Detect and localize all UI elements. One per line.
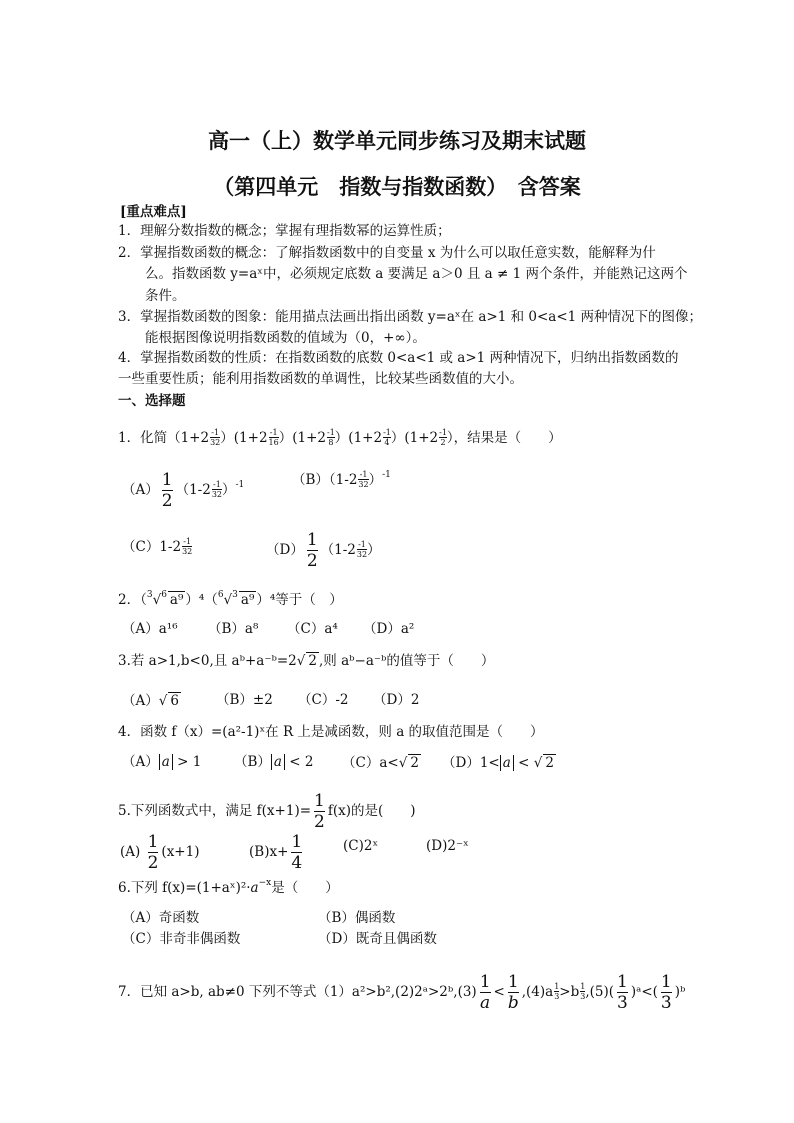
- question-3-option-d: （D）2: [373, 692, 420, 708]
- question-5-option-a: (A) $\frac{1}{2}$ (x+1): [120, 832, 200, 873]
- section-choice-heading: 一、选择题: [118, 393, 186, 409]
- question-2-option-d: （D）a²: [363, 621, 415, 637]
- question-1-stem: 1．化简（1+2 $\frac{-1}{32}$ ）(1+2 $\frac{-1}{16}$ ）(1+2 $\frac{-1}{8}$ ）(1+2 $\frac{-1}{4}$ ）(1+2 $\frac{-1}{2}$ ），结果是（ ）: [118, 428, 562, 447]
- question-1-option-d: （D） $\frac{1}{2}$ （1-2 $\frac{-1}{32}$ ）: [266, 530, 381, 571]
- question-4-option-d: （D）1< a < √ 2: [442, 755, 554, 771]
- question-6-option-a: （A）奇函数: [122, 910, 200, 926]
- question-2-stem: 2．（$^3$√$^6$ a⁹ ）⁴（$^6$√$^3$ a⁹ ）⁴等于（ ）: [118, 589, 343, 608]
- question-3-option-c: （C）-2: [298, 692, 349, 708]
- question-1-option-b: （B）（1-2 $\frac{-1}{32}$ ）$^{-1}$: [292, 469, 391, 489]
- question-6-option-d: （D）既奇且偶函数: [318, 931, 437, 947]
- key-point-line: 一些重要性质；能利用指数函数的单调性，比较某些函数值的大小。: [118, 371, 523, 387]
- question-6-stem: 6.下列 $f(x)=(1+aˣ)^2\cdot a^{-x}$是（ ）: [118, 877, 339, 896]
- question-7-stem: 7．已知 a>b, ab≠0 下列不等式（1）a²>b²,(2)2ᵃ>2ᵇ,(3) $\frac{1}{a}$ < $\frac{1}{b}$ ,(4)a $\frac{1}{3}$ >b $\frac{1}{3}$ ,(5)( $\frac{1}{3}$ )ᵃ<( $\frac{1}{3}$ )ᵇ: [118, 972, 686, 1013]
- page-title: 高一（上）数学单元同步练习及期末试题: [208, 129, 586, 153]
- key-point-line: 3．掌握指数函数的图象：能用描点法画出指出函数 y=aˣ在 a>1 和 0<a<1 两种情况下的图像；: [118, 309, 703, 325]
- question-3-stem: 3.若 a>1,b<0,且 aᵇ+a⁻ᵇ=2√ 2 ,则 aᵇ−a⁻ᵇ的值等于（ ）: [118, 653, 495, 669]
- question-5-option-b: (B)x+ $\frac{1}{4}$: [249, 832, 303, 873]
- key-point-line: 能根据图像说明指数函数的值域为（0，+∞）。: [145, 330, 426, 346]
- key-point-line: 条件。: [145, 288, 186, 304]
- question-6-option-b: （B）偶函数: [318, 910, 396, 926]
- key-point-line: 么。指数函数 y=aˣ中，必须规定底数 a 要满足 a＞0 且 a ≠ 1 两个条件，并能熟记这两个: [145, 266, 688, 282]
- question-5-stem: 5.下列函数式中，满足 f(x+1)= $\frac{1}{2}$ f(x)的是( ): [118, 791, 416, 832]
- question-2-option-b: （B）a⁸: [208, 621, 259, 637]
- question-3-option-a: （A）√ 6: [122, 693, 179, 709]
- question-4-option-a: （A） a > 1: [122, 754, 202, 770]
- question-5-option-c: (C)2ˣ: [343, 838, 379, 854]
- question-2-option-a: （A）a¹⁶: [122, 621, 178, 637]
- question-5-option-d: (D)2⁻ˣ: [426, 838, 469, 854]
- question-4-stem: 4．函数 f（x）=(a²-1)ˣ在 R 上是减函数，则 a 的取值范围是（ ）: [118, 724, 544, 740]
- key-point-line: 2．掌握指数函数的概念：了解指数函数中的自变量 x 为什么可以取任意实数，能解释为什: [118, 245, 656, 261]
- question-4-option-c: （C）a<√ 2: [342, 755, 419, 771]
- page-subtitle: （第四单元 指数与指数函数） 含答案: [213, 175, 581, 199]
- question-2-option-c: （C）a⁴: [287, 621, 338, 637]
- question-1-option-a: （A） $\frac{1}{2}$ （1-2 $\frac{-1}{32}$ ）$^{-1}$: [122, 470, 245, 511]
- question-6-option-c: （C）非奇非偶函数: [122, 931, 241, 947]
- question-3-option-b: （B）±2: [216, 692, 273, 708]
- question-4-option-b: （B） a < 2: [234, 754, 314, 770]
- key-point-line: 1．理解分数指数的概念；掌握有理指数幂的运算性质；: [118, 223, 451, 239]
- key-point-line: 4．掌握指数函数的性质：在指数函数的底数 0<a<1 或 a>1 两种情况下，归纳出指数函数的: [118, 350, 679, 366]
- section-key-heading: [重点难点]: [120, 204, 187, 220]
- question-1-option-c: （C）1-2 $\frac{-1}{32}$: [122, 537, 193, 556]
